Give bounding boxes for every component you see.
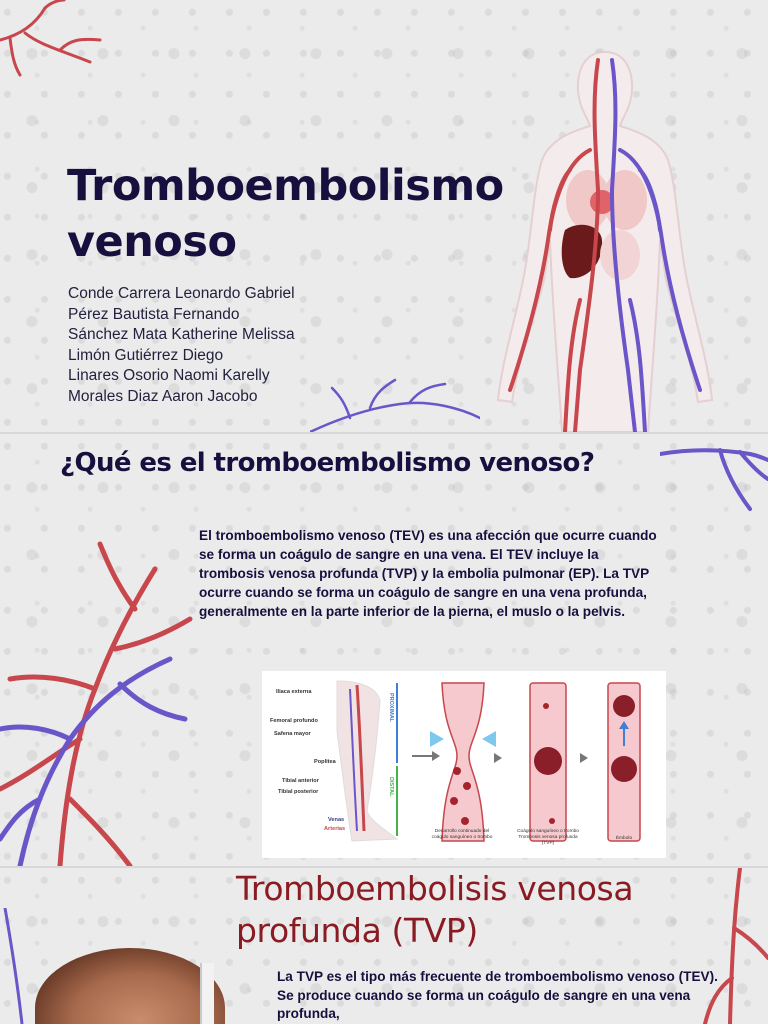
artery-decoration-icon — [0, 0, 120, 80]
dvt-diagram — [262, 671, 666, 858]
figure-caption: Desarrollo continuado del coágulo sanguíneo o trombo — [431, 829, 493, 840]
section-title: Tromboembolisis venosa profunda (TVP) — [236, 869, 634, 950]
legend-arteries: Arterias — [324, 826, 346, 832]
figure-caption: Émbolo — [615, 836, 633, 841]
distal-label: DISTAL — [388, 777, 394, 797]
figure-label: Femoral profundo — [270, 718, 318, 724]
proximal-label: PROXIMAL — [388, 693, 394, 723]
figure-label: Safena mayor — [274, 731, 311, 737]
patient-photo — [35, 948, 225, 1024]
vein-decoration-icon — [310, 378, 480, 432]
author-name: Morales Diaz Aaron Jacobo — [68, 387, 258, 405]
definition-paragraph: El tromboembolismo venoso (TEV) es una afección que ocurre cuando se forma un coágulo de sangre en una vena. El TEV incluye la trombosis venosa profunda (TVP) y la embolia pulmonar (EP). La TVP ocurre cuando se forma un coágulo de sangre en una vena profunda, generalmente en la parte inferior de la pierna, el muslo o la pelvis. — [199, 528, 657, 619]
legend-veins: Venas — [328, 817, 345, 823]
slide-definition — [0, 434, 768, 866]
author-name: Sánchez Mata Katherine Melissa — [68, 326, 295, 343]
author-name: Linares Osorio Naomi Karelly — [68, 367, 270, 384]
author-name: Pérez Bautista Fernando — [68, 305, 240, 323]
slide-title — [0, 0, 768, 432]
figure-label: Tibial anterior — [282, 778, 319, 784]
vein-decoration-icon — [660, 434, 768, 514]
vessel-tree-icon — [0, 539, 200, 866]
figure-caption: Coágulo sanguíneo o trombo Trombosis venosa profunda (TVP) — [517, 829, 579, 846]
author-name: Conde Carrera Leonardo Gabriel — [68, 285, 295, 302]
slide-tvp — [0, 868, 768, 1024]
page-title: Tromboembolismo venoso — [67, 161, 504, 267]
vein-decoration-icon — [0, 908, 40, 1024]
author-list — [68, 284, 295, 407]
figure-label: Poplitea — [314, 759, 336, 765]
author-name: Limón Gutiérrez Diego — [68, 346, 224, 364]
figure-label: Tibial posterior — [278, 789, 319, 795]
bandage-strip — [200, 963, 214, 1024]
section-title: ¿Qué es el tromboembolismo venoso? — [60, 448, 595, 478]
figure-label: Iliaca externa — [276, 689, 312, 695]
tvp-paragraph: La TVP es el tipo más frecuente de tromboembolismo venoso (TEV). Se produce cuando se forma un coágulo de sangre en una vena profunda, — [277, 969, 718, 1021]
